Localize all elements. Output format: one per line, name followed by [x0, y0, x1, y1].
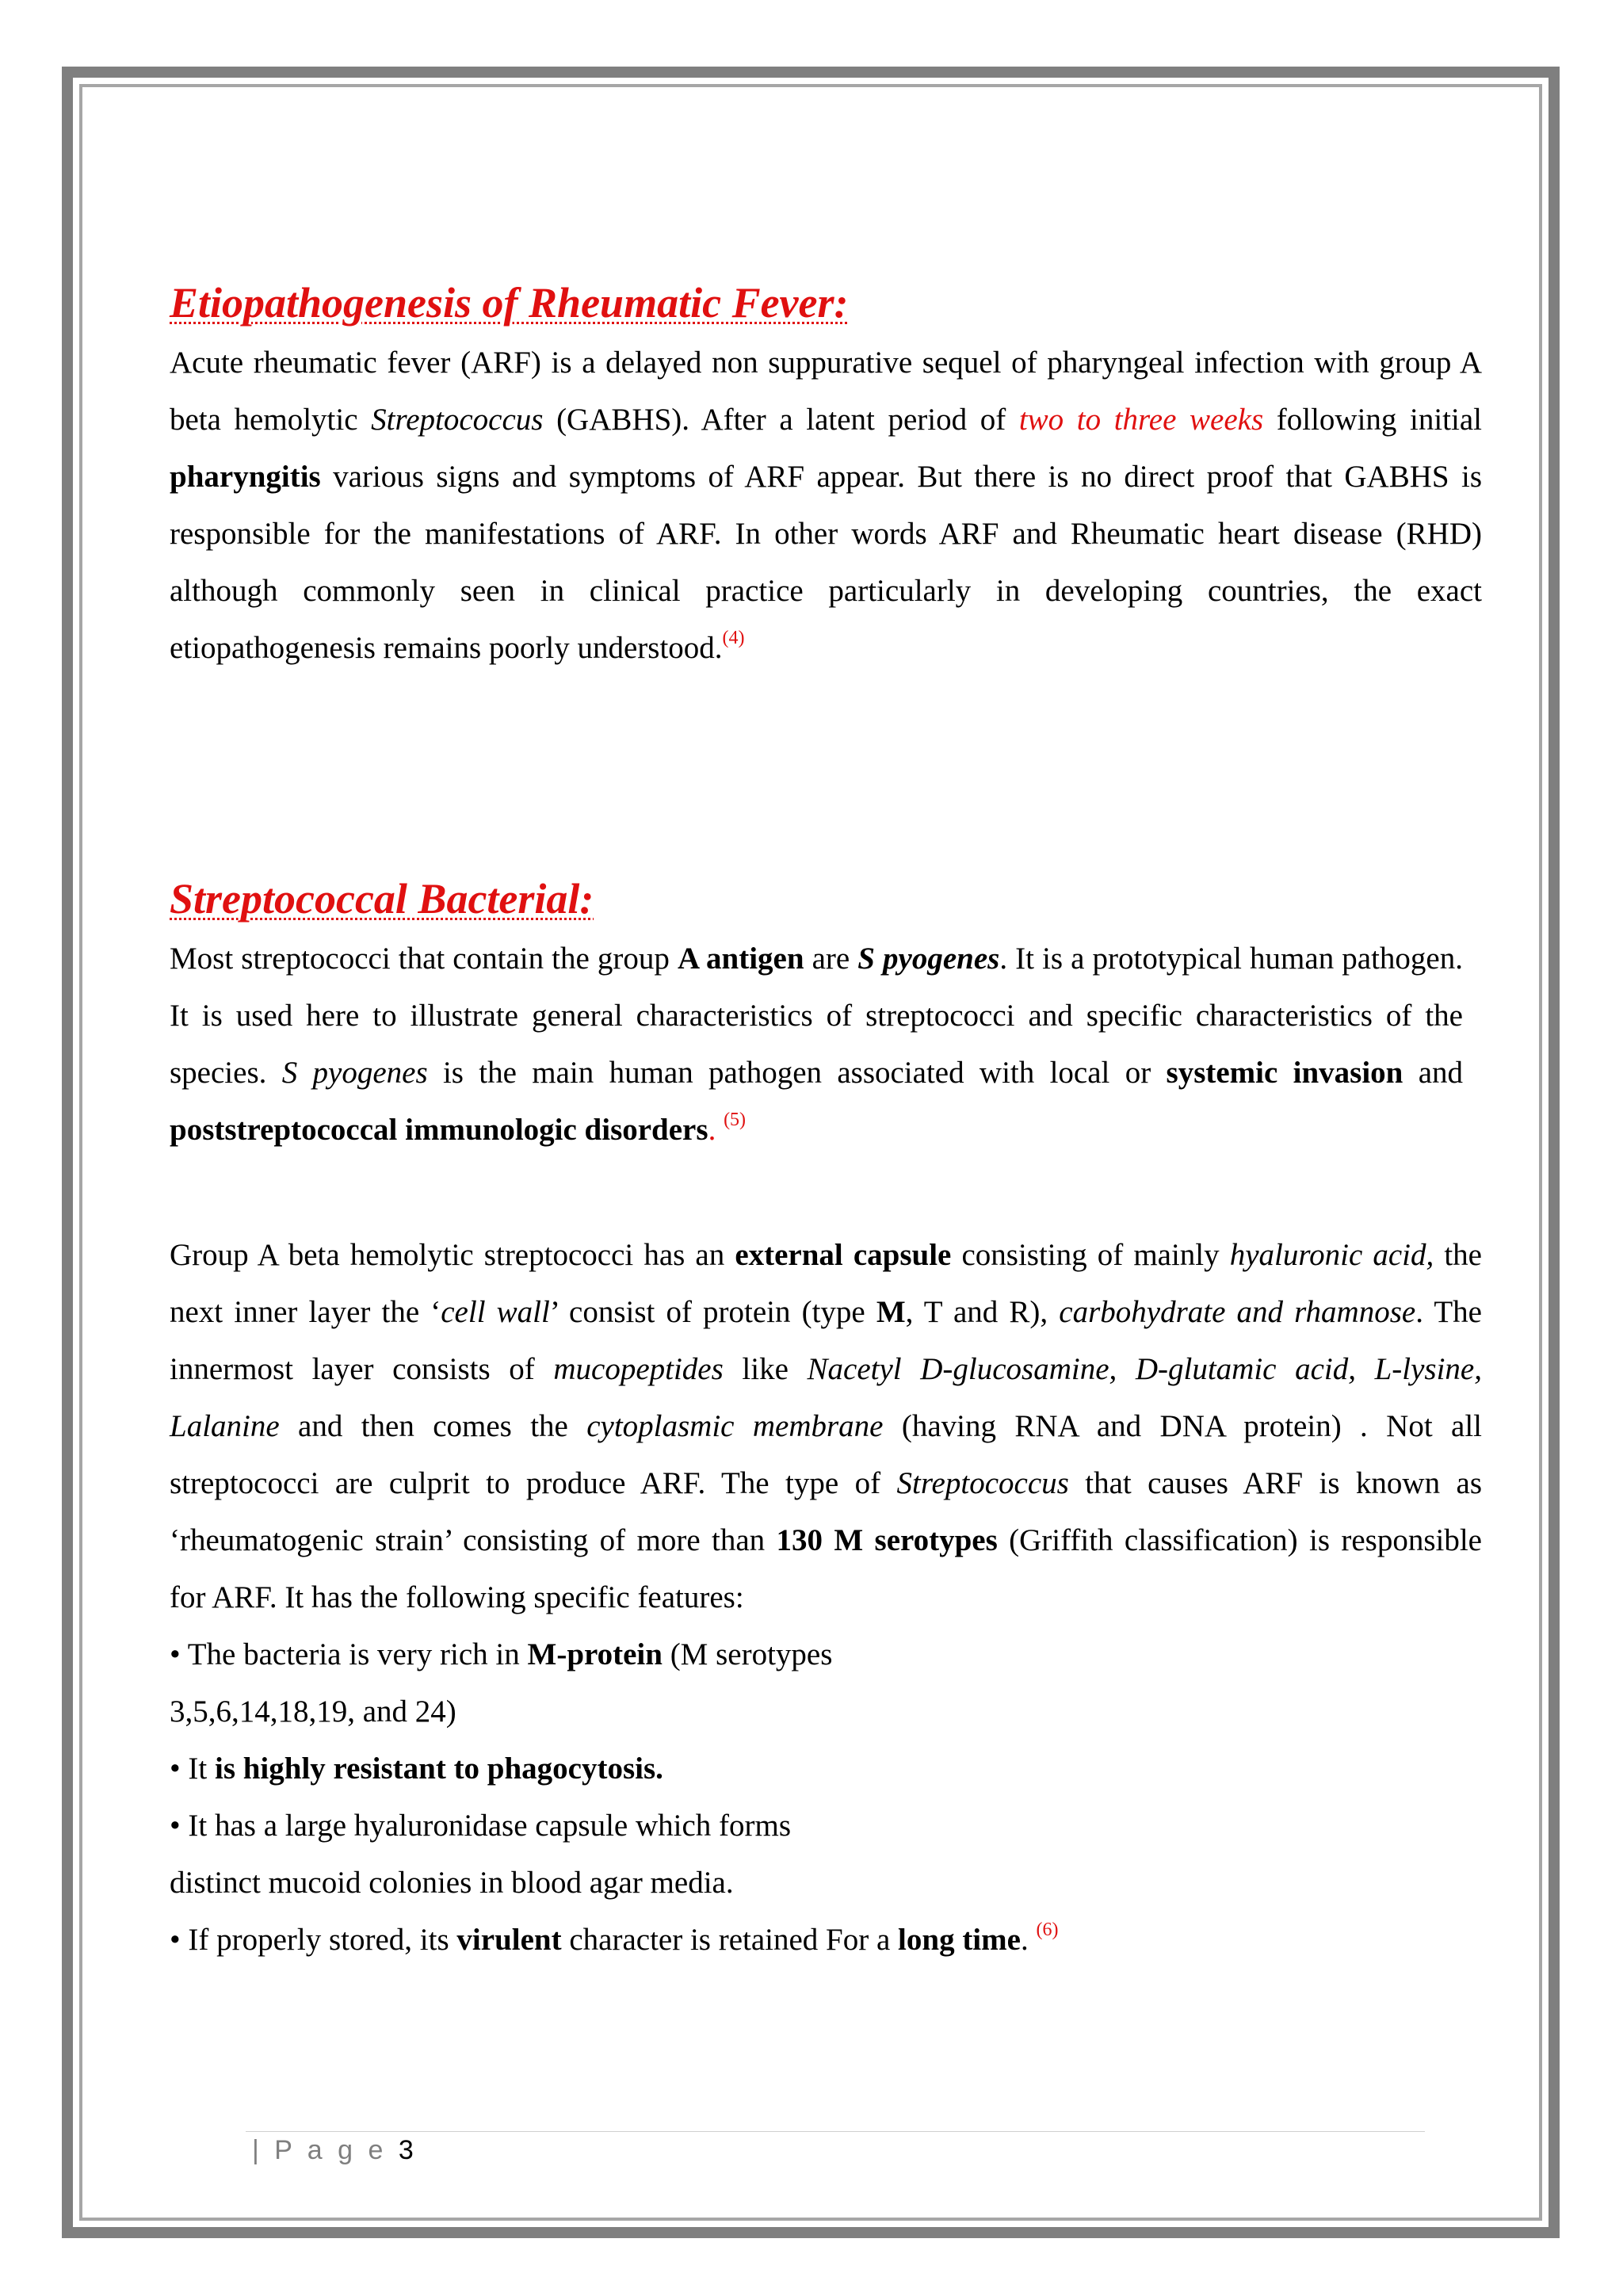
- bold-italic-run: S pyogenes: [857, 942, 1000, 976]
- bold-run: M: [876, 1295, 906, 1329]
- text-run: Most streptococci that contain the group: [170, 942, 678, 976]
- bullet-capsule-continued: distinct mucoid colonies in blood agar media.: [170, 1866, 734, 1900]
- bold-run: pharyngitis: [170, 460, 321, 494]
- reference-4: (4): [722, 628, 745, 648]
- text-run: is the main human pathogen associated with local or: [427, 1056, 1167, 1090]
- text-run: (GABHS). After a latent period of: [543, 403, 1019, 437]
- section-etiopathogenesis: [170, 277, 1482, 677]
- text-run: .: [1020, 1923, 1037, 1957]
- text-run: (having RNA and DNA protein) . Not all streptococci are culprit to produce ARF. The type of: [170, 1409, 1482, 1500]
- text-run: . The innermost layer consists of: [170, 1295, 1482, 1386]
- paragraph-streptococcal: [170, 930, 1463, 1159]
- text-run: • It: [170, 1752, 215, 1786]
- bold-run: is highly resistant to phagocytosis.: [214, 1752, 663, 1786]
- bold-run: external capsule: [735, 1238, 952, 1272]
- bullet-virulent: [170, 1912, 1482, 1969]
- bullet-m-protein: [170, 1626, 1482, 1683]
- bold-run: long time: [898, 1923, 1021, 1957]
- text-run: the next inner layer the ‘: [170, 1238, 1482, 1329]
- paragraph-etiopathogenesis: [170, 334, 1482, 677]
- bold-run: M-protein: [527, 1637, 663, 1671]
- text-run: consisting of mainly: [951, 1238, 1230, 1272]
- text-run: various signs and symptoms of ARF appear. But there is no direct proof that GABHS is responsible for the manifestations of ARF. In other words ARF and Rheumatic heart disease (RHD) although commonly seen in clinical practice particularly in developing countries, the exact etiopathogenesis remains poorly understood.: [170, 460, 1482, 665]
- italic-run: Streptococcus: [371, 403, 544, 437]
- reference-6: (6): [1036, 1920, 1059, 1940]
- heading-streptococcal: Streptococcal Bacterial:: [170, 875, 594, 923]
- text-run: , T and R),: [905, 1295, 1060, 1329]
- footer-label: | P a g e: [252, 2135, 399, 2165]
- text-run: (Griffith classification) is responsible for ARF. It has the following specific features:: [170, 1523, 1482, 1614]
- bold-run: systemic invasion: [1166, 1056, 1403, 1090]
- page-number: 3: [398, 2135, 414, 2165]
- reference-5: (5): [724, 1110, 747, 1130]
- text-run: and: [1403, 1056, 1464, 1090]
- italic-run: S pyogenes: [281, 1056, 428, 1090]
- italic-run: carbohydrate and rhamnose: [1059, 1295, 1416, 1329]
- text-run: are: [804, 942, 858, 976]
- bullet-phagocytosis: [170, 1740, 1482, 1797]
- italic-run: hyaluronic acid,: [1229, 1238, 1434, 1272]
- text-run: following initial: [1263, 403, 1482, 437]
- paragraph-group-a: [170, 1227, 1482, 1626]
- text-run: like: [723, 1352, 808, 1386]
- text-run: • The bacteria is very rich in: [170, 1637, 528, 1671]
- text-run: Group A beta hemolytic streptococci has an: [170, 1238, 735, 1272]
- text-run: ’ consist of protein (type: [549, 1295, 876, 1329]
- bold-run: poststreptococcal immunologic disorders: [170, 1113, 708, 1147]
- page-footer: [252, 2135, 414, 2166]
- text-run: that causes ARF is known as ‘rheumatogenic strain’ consisting of more than: [170, 1466, 1482, 1557]
- text-run: .: [708, 1113, 724, 1147]
- section-streptococcal: [170, 873, 1463, 1159]
- section-group-a: [170, 1227, 1482, 1969]
- italic-run: Nacetyl D-glucosamine, D-glutamic acid, L-lysine, Lalanine: [170, 1352, 1482, 1443]
- footer-divider: [246, 2131, 1425, 2132]
- text-run: • If properly stored, its: [170, 1923, 457, 1957]
- bold-run: virulent: [456, 1923, 562, 1957]
- text-run: . It is a prototypical human pathogen. It is used here to illustrate general characteristics of streptococci and specific characteristics of the species.: [170, 942, 1463, 1090]
- highlight-run: two to three weeks: [1018, 403, 1264, 437]
- text-run: character is retained For a: [561, 1923, 899, 1957]
- italic-run: cell wall: [441, 1295, 550, 1329]
- text-run: and then comes the: [279, 1409, 587, 1443]
- bold-run: 130 M serotypes: [776, 1523, 998, 1557]
- text-run: (M serotypes: [662, 1637, 833, 1671]
- bold-run: A antigen: [677, 942, 804, 976]
- text-run: Acute rheumatic fever (ARF) is a delayed non suppurative sequel of pharyngeal infection with group A beta hemolytic: [170, 346, 1482, 437]
- bullet-capsule: • It has a large hyaluronidase capsule which forms: [170, 1809, 792, 1843]
- italic-run: mucopeptides: [553, 1352, 724, 1386]
- bullet-m-protein-continued: 3,5,6,14,18,19, and 24): [170, 1694, 456, 1729]
- heading-etiopathogenesis: Etiopathogenesis of Rheumatic Fever:: [170, 279, 849, 327]
- italic-run: cytoplasmic membrane: [586, 1409, 884, 1443]
- italic-run: Streptococcus: [896, 1466, 1069, 1500]
